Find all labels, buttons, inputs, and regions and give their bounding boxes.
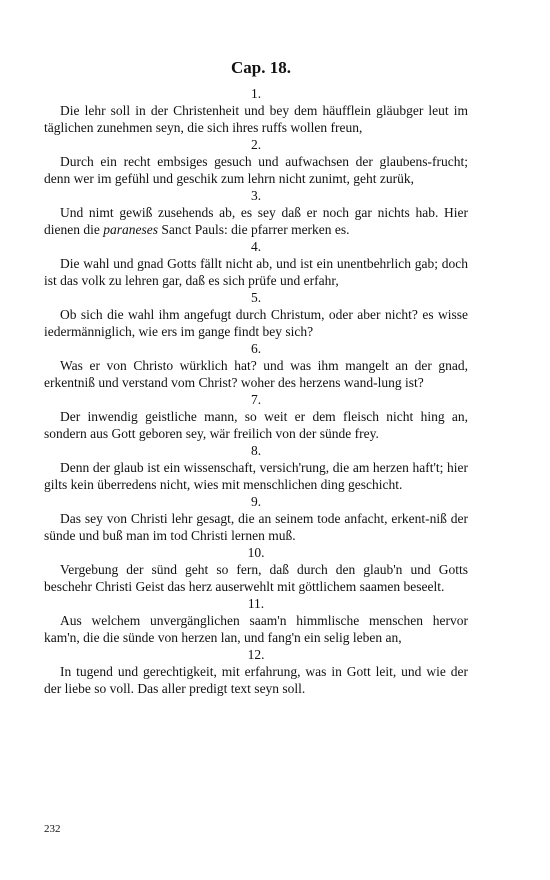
- verse-text-part: Aus welchem unvergänglichen saam'n himmlische menschen hervor kam'n, die die sünde von herzen lan, und fang'n ein selig leben an,: [44, 613, 468, 645]
- verse-block: [44, 493, 468, 544]
- verse-text: [44, 204, 468, 238]
- verse-block: [44, 646, 468, 697]
- verse-block: [44, 544, 468, 595]
- verse-number: 10.: [247, 545, 265, 560]
- verse-number: 11.: [247, 596, 265, 611]
- verse-block: [44, 595, 468, 646]
- verse-text-part: Der inwendig geistliche mann, so weit er dem fleisch nicht hing an, sondern aus Gott geboren sey, wär freilich von der sünde frey.: [44, 409, 468, 441]
- verse-block: [44, 238, 468, 289]
- verse-number: 6.: [250, 341, 262, 356]
- verse-number: 9.: [250, 494, 262, 509]
- verse-number: 12.: [247, 647, 265, 662]
- verse-list: [44, 85, 468, 697]
- verse-number: 2.: [250, 137, 262, 152]
- verse-text-part: Was er von Christo würklich hat? und was ihm mangelt an der gnad, erkentniß und verstand vom Christ? woher des herzens wand-lung ist?: [44, 358, 468, 390]
- verse-text-part: Vergebung der sünd geht so fern, daß durch den glaub'n und Gotts beschehr Christi Geist das herz auserwehlt mit göttlichem saamen beseelt.: [44, 562, 468, 594]
- verse-block: [44, 340, 468, 391]
- verse-number: 8.: [250, 443, 262, 458]
- verse-text-part: In tugend und gerechtigkeit, mit erfahrung, was in Gott leit, und wie der der liebe so voll. Das aller predigt text seyn soll.: [44, 664, 468, 696]
- verse-text: [44, 153, 468, 187]
- verse-text-part: Denn der glaub ist ein wissenschaft, versich'rung, die am herzen haft't; hier gilts kein überredens nicht, wies mit menschlichen ding geschicht.: [44, 460, 468, 492]
- verse-text: [44, 408, 468, 442]
- verse-text-part: Durch ein recht embsiges gesuch und aufwachsen der glaubens-frucht; denn wer im gefühl und geschik zum lehrn nicht zunimt, geht zurük,: [44, 154, 468, 186]
- verse-block: [44, 187, 468, 238]
- verse-block: [44, 442, 468, 493]
- verse-block: [44, 289, 468, 340]
- verse-text: [44, 612, 468, 646]
- verse-text: [44, 663, 468, 697]
- verse-block: [44, 85, 468, 136]
- verse-text: [44, 255, 468, 289]
- verse-text-part: Die lehr soll in der Christenheit und bey dem häufflein gläubger leut im täglichen zunehmen seyn, die sich ihres ruffs wollen freun,: [44, 103, 468, 135]
- verse-text: [44, 306, 468, 340]
- verse-text: [44, 561, 468, 595]
- verse-number: 1.: [250, 86, 262, 101]
- verse-text-italic: paraneses: [103, 222, 158, 237]
- verse-text: [44, 102, 468, 136]
- verse-text-part: Sanct Pauls: die pfarrer merken es.: [157, 222, 350, 237]
- verse-block: [44, 136, 468, 187]
- verse-text-part: Und nimt gewiß zusehends ab, es sey daß er noch gar nichts hab. Hier dienen die: [44, 205, 468, 237]
- verse-text: [44, 357, 468, 391]
- verse-text-part: Die wahl und gnad Gotts fällt nicht ab, und ist ein unentbehrlich gab; doch ist das volk zu lehren gar, daß es sich prüfe und erfahr,: [44, 256, 468, 288]
- verse-number: 3.: [250, 188, 262, 203]
- verse-block: [44, 391, 468, 442]
- verse-text: [44, 510, 468, 544]
- verse-number: 5.: [250, 290, 262, 305]
- page-body: [44, 58, 468, 697]
- verse-text: [44, 459, 468, 493]
- chapter-title: Cap. 18.: [231, 58, 291, 77]
- page-number: 232: [44, 823, 61, 835]
- verse-text-part: Ob sich die wahl ihm angefugt durch Christum, oder aber nicht? es wisse iedermänniglich, wie ers im gange findt bey sich?: [44, 307, 468, 339]
- verse-text-part: Das sey von Christi lehr gesagt, die an seinem tode anfacht, erkent-niß der sünde und buß man im tod Christi lernen muß.: [44, 511, 468, 543]
- verse-number: 4.: [250, 239, 262, 254]
- verse-number: 7.: [250, 392, 262, 407]
